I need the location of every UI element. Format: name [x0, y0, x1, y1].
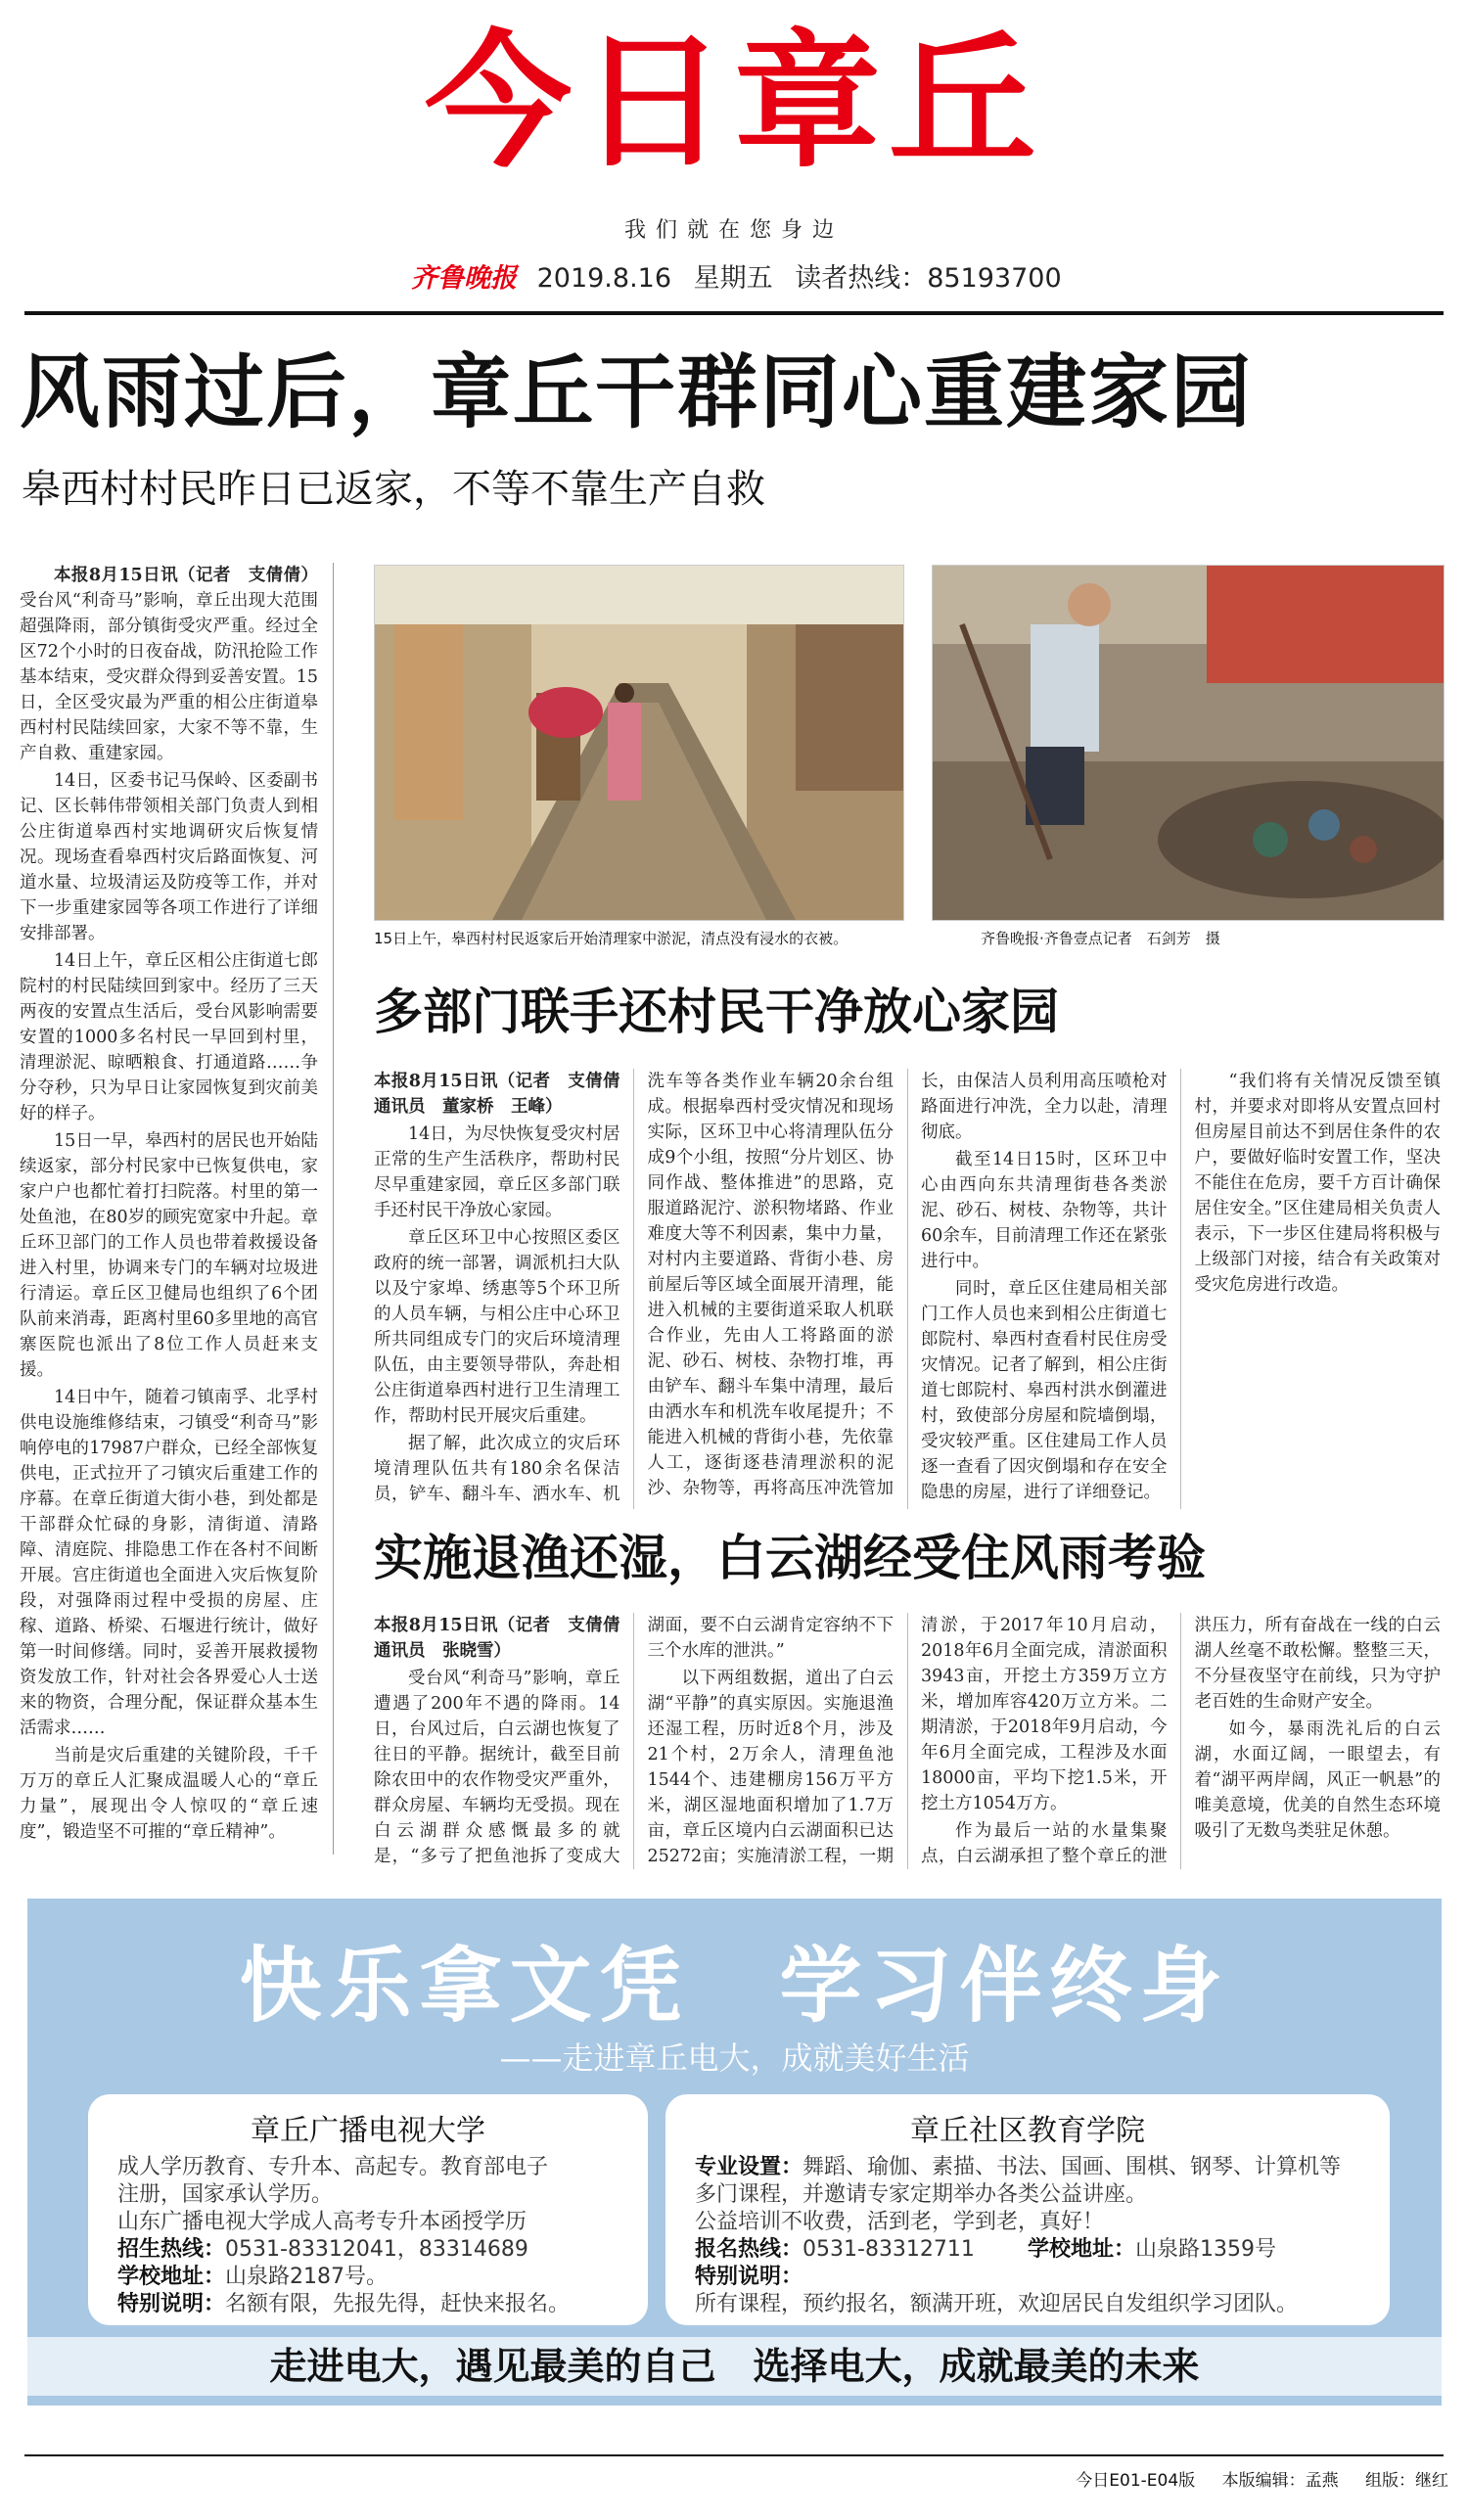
- dateline: [411, 256, 1194, 295]
- lead-subhead: 皋西村村民昨日已返家，不等不靠生产自救: [22, 467, 765, 512]
- ad-right-settings-value: 舞蹈、瑜伽、素描、书法、国画、围棋、钢琴、计算机等: [803, 2155, 1342, 2179]
- issue-date: 2019.8.16: [536, 263, 672, 294]
- masthead-title: 今日章丘: [424, 18, 1043, 188]
- ad-left-address-value: 山泉路2187号。: [225, 2265, 389, 2289]
- story2-paragraph: “我们将有关情况反馈至镇村，并要求对即将从安置点回村但房屋目前达不到居住条件的农户，要做好临时安置工作，坚决不能住在危房，要千方百计确保居住安全。”区住建局相关负责人表示，下一步区住建局将积极与上级部门对接，结合有关政策对受灾危房进行改造。: [1194, 1072, 1441, 1295]
- photo-villagers-returning: [374, 565, 904, 921]
- lead-paragraph: 14日，区委书记马保岭、区委副书记、区长韩伟带领相关部门负责人到相公庄街道皋西村实地调研灾后恢复情况。现场查看皋西村灾后路面恢复、河道水量、垃圾清运及防疫等工作，并对下一步重建家园等各项工作进行了详细安排部署。: [20, 771, 318, 943]
- story2-paragraph: 14日，为尽快恢复受灾村居正常的生产生活秩序，帮助村民尽早重建家园，章丘区多部门联手还村民干净放心家园。: [374, 1124, 620, 1220]
- story2-paragraph: 据了解，此次成立的灾后环境清理队伍共有180余名保洁员，铲车、翻斗车、洒水车、机洗车等各类作业车辆20余台组成。根据皋西村受灾情况和现场实际，区环卫中心将清理队伍分成9个小组，按照“分片划区、协同作战、整体推进”的思路，克服道路泥泞、淤积物堵路、作业难度大等不利因素，集中力量，对村内主要道路、背街小巷、房前屋后等区域全面展开清理，能进入机械的主要街道采取人机联合作业，先由人工将路面的淤泥、砂石、树枝、杂物打堆，再由铲车、翻斗车集中清理，最后由洒水车和机洗车收尾提升；不能进入机械的背街小巷，先依靠人工，逐街逐巷清理淤积的泥沙、杂物等，再将高压冲洗管加长，由保洁人员利用高压喷枪对路面进行冲洗，全力以赴，清理彻底。: [374, 1072, 1168, 1504]
- ad-right-note: 所有课程，预约报名，额满开班，欢迎居民自发组织学习团队。: [695, 2292, 1299, 2316]
- story3-byline: 本报8月15日讯（记者 支倩倩 通讯员 张晓雪）: [374, 1616, 637, 1661]
- paper-name: 齐鲁晚报: [411, 263, 517, 294]
- reader-hotline: 读者热线：85193700: [795, 263, 1062, 294]
- ad-left-note-value: 名额有限，先报先得，赶快来报名。: [225, 2292, 571, 2316]
- ad-footer-slogan: 走进电大，遇见最美的自己 选择电大，成就最美的未来: [27, 2337, 1442, 2396]
- story2-body: [374, 1069, 1441, 1509]
- story3-paragraph: 作为最后一站的水量集聚点，白云湖承担了整个章丘的泄洪压力，所有奋战在一线的白云湖人丝毫不敢松懈。整整三天，不分昼夜坚守在前线，只为守护老百姓的生命财产安全。: [921, 1616, 1441, 1866]
- ad-left-line: 成人学历教育、专升本、高起专。教育部电子: [117, 2155, 549, 2179]
- footer-edition: 今日E01-E04版: [1076, 2471, 1196, 2491]
- ad-left-note: [117, 2290, 570, 2319]
- ad-right-name: 章丘社区教育学院: [910, 2114, 1145, 2148]
- ad-right-note-label-text: 特别说明：: [695, 2265, 803, 2289]
- lead-paragraph: 14日上午，章丘区相公庄街道七郎院村的村民陆续回到家中。经历了三天两夜的安置点生活后，受台风影响需要安置的1000多名村民一早回到村里，清理淤泥、晾晒粮食、打通道路……争分夺秒，只为早日让家园恢复到灾前美好的样子。: [20, 951, 318, 1123]
- masthead-slogan: 我们就在您身边: [623, 218, 844, 243]
- ad-left-note-label: 特别说明：: [117, 2292, 226, 2316]
- ad-left-line: 注册，国家承认学历。: [117, 2182, 334, 2207]
- ad-left-address-label: 学校地址：: [117, 2265, 226, 2289]
- photo-caption: 15日上午，皋西村村民返家后开始清理家中淤泥，清点没有浸水的衣被。: [374, 930, 849, 947]
- story3-paragraph: 以下两组数据，道出了白云湖“平静”的真实原因。实施退渔还湿工程，历时近8个月，涉及21个村，2万余人，清理鱼池1544个、违建棚房156万平方米，湖区湿地面积增加了1.7万亩，章丘区境内白云湖面积已达25272亩；实施清淤工程，一期清淤，于2017年10月启动，2018年6月全面完成，清淤面积3943亩，开挖土方359万立方米，增加库容420万立方米。二期清淤，于2018年9月启动，今年6月全面完成，工程涉及水面18000亩，平均下挖1.5米，开挖土方1054万方。: [647, 1616, 1168, 1866]
- ad-right-settings: [695, 2153, 1341, 2182]
- page-footer: [0, 2466, 1448, 2491]
- ad-left-hotline-value: 0531-83312041，83314689: [225, 2237, 528, 2262]
- photo-cleanup: [932, 565, 1445, 921]
- ad-right-line: 多门课程，并邀请专家定期举办各类公益讲座。: [695, 2182, 1148, 2207]
- story2-title: 多部门联手还村民干净放心家园: [374, 984, 1059, 1040]
- ad-left-name: 章丘广播电视大学: [251, 2114, 485, 2148]
- masthead-divider: [24, 311, 1444, 315]
- ad-right-address-label: 学校地址：: [1028, 2237, 1136, 2262]
- ad-right-signup-label: 报名热线：: [695, 2237, 803, 2262]
- ad-box-community-college: [665, 2094, 1390, 2325]
- ad-left-hotline-label: 招生热线：: [117, 2237, 226, 2262]
- ad-box-tv-university: [88, 2094, 648, 2325]
- ad-left-line: 山东广播电视大学成人高考专升本函授学历: [117, 2210, 528, 2234]
- ad-right-settings-label: 专业设置：: [695, 2155, 803, 2179]
- story2-paragraph: 截至14日15时，区环卫中心由西向东共清理街巷各类淤泥、砂石、树枝、杂物等，共计60余车，目前清理工作还在紧张进行中。: [921, 1150, 1168, 1271]
- story3-body: [374, 1613, 1441, 1869]
- footer-layout: 组版：继红: [1365, 2471, 1448, 2491]
- ad-right-signup: [695, 2235, 975, 2265]
- story2-paragraph: 章丘区环卫中心按照区委区政府的统一部署，调派机扫大队以及宁家埠、绣惠等5个环卫所的人员车辆，与相公庄中心环卫所共同组成专门的灾后环境清理队伍，由主要领导带队，奔赴相公庄街道皋西村进行卫生清理工作，帮助村民开展灾后重建。: [374, 1228, 620, 1426]
- photo-credit: 齐鲁晚报·齐鲁壹点记者 石剑芳 摄: [981, 930, 1220, 947]
- story2-byline: 本报8月15日讯（记者 支倩倩 通讯员 董家桥 王峰）: [374, 1072, 637, 1117]
- lead-paragraph: 15日一早，皋西村的居民也开始陆续返家，部分村民家中已恢复供电，家家户户也都忙着打扫院落。村里的第一处鱼池，在80岁的顾宪宽家中升起。章丘环卫部门的工作人员也带着救援设备进入村里，协调来专门的车辆对垃圾进行清运。章丘区卫健局也组织了6个团队前来消毒，距离村里60多里地的高官寨医院也派出了8位工作人员赶来支援。: [20, 1131, 318, 1380]
- story3-paragraph: 如今，暴雨洗礼后的白云湖，水面辽阔，一眼望去，有着“湖平两岸阔，风正一帆悬”的唯美意境，优美的自然生态环境吸引了无数鸟类驻足休憩。: [1194, 1719, 1441, 1841]
- advertisement: [27, 1899, 1442, 2405]
- story2-paragraph: 同时，章丘区住建局相关部门工作人员也来到相公庄街道七郎院村、皋西村查看村民住房受灾情况。记者了解到，相公庄街道七郎院村、皋西村洪水倒灌进村，致使部分房屋和院墙倒塌，受灾较严重。区住建局工作人员逐一查看了因灾倒塌和存在安全隐患的房屋，进行了详细登记。: [921, 1279, 1168, 1502]
- column-divider: [333, 563, 334, 1855]
- footer-editor: 本版编辑：孟燕: [1221, 2471, 1339, 2491]
- ad-right-signup-value: 0531-83312711: [803, 2237, 975, 2262]
- lead-headline: 风雨过后，章丘干群同心重建家园: [20, 346, 1254, 439]
- story3-paragraph: 受台风“利奇马”影响，章丘遭遇了200年不遇的降雨。14日，台风过后，白云湖也恢复了往日的平静。据统计，截至目前除农田中的农作物受灾严重外，群众房屋、车辆均无受损。现在白云湖群众感慨最多的就是，“多亏了把鱼池拆了变成大湖面，要不白云湖肯定容纳不下三个水库的泄洪。”: [374, 1616, 894, 1866]
- ad-right-address-value: 山泉路1359号: [1135, 2237, 1277, 2262]
- footer-divider: [24, 2454, 1444, 2456]
- lead-story-body: [20, 563, 318, 1855]
- ad-left-address: [117, 2263, 388, 2292]
- issue-weekday: 星期五: [693, 263, 773, 294]
- lead-byline: 本报8月15日讯（记者 支倩倩）: [54, 566, 318, 585]
- ad-right-address: [1028, 2235, 1276, 2265]
- ad-title: 快乐拿文凭 学习伴终身: [239, 1938, 1230, 2034]
- lead-paragraph: 14日中午，随着刁镇南孚、北孚村供电设施维修结束，刁镇受“利奇马”影响停电的17987户群众，已经全部恢复供电，正式拉开了刁镇灾后重建工作的序幕。在章丘街道大街小巷，到处都是干部群众忙碌的身影，清街道、清路障、清庭院、排隐患工作在各村不间断开展。宫庄街道也全面进入灾后恢复阶段，对强降雨过程中受损的房屋、庄稼、道路、桥梁、石堰进行统计，做好第一时间修缮。同时，妥善开展救援物资发放工作，针对社会各界爱心人士送来的物资，合理分配，保证群众基本生活需求……: [20, 1388, 318, 1738]
- lead-paragraph: 受台风“利奇马”影响，章丘出现大范围超强降雨，部分镇街受灾严重。经过全区72个小时的日夜奋战，防汛抢险工作基本结束，受灾群众得到妥善安置。15日，全区受灾最为严重的相公庄街道皋西村村民陆续回家，大家不等不靠，生产自救、重建家园。: [20, 591, 318, 763]
- story3-title: 实施退渔还湿，白云湖经受住风雨考验: [374, 1530, 1206, 1586]
- ad-right-line: 公益培训不收费，活到老，学到老，真好！: [695, 2210, 1105, 2234]
- ad-right-note-label: [695, 2263, 803, 2292]
- ad-left-hotline: [117, 2235, 528, 2265]
- lead-paragraph: 当前是灾后重建的关键阶段，千千万万的章丘人汇聚成温暖人心的“章丘力量”，展现出令人惊叹的“章丘速度”，锻造坚不可摧的“章丘精神”。: [20, 1746, 318, 1842]
- ad-subtitle: ——走进章丘电大，成就美好生活: [499, 2039, 970, 2077]
